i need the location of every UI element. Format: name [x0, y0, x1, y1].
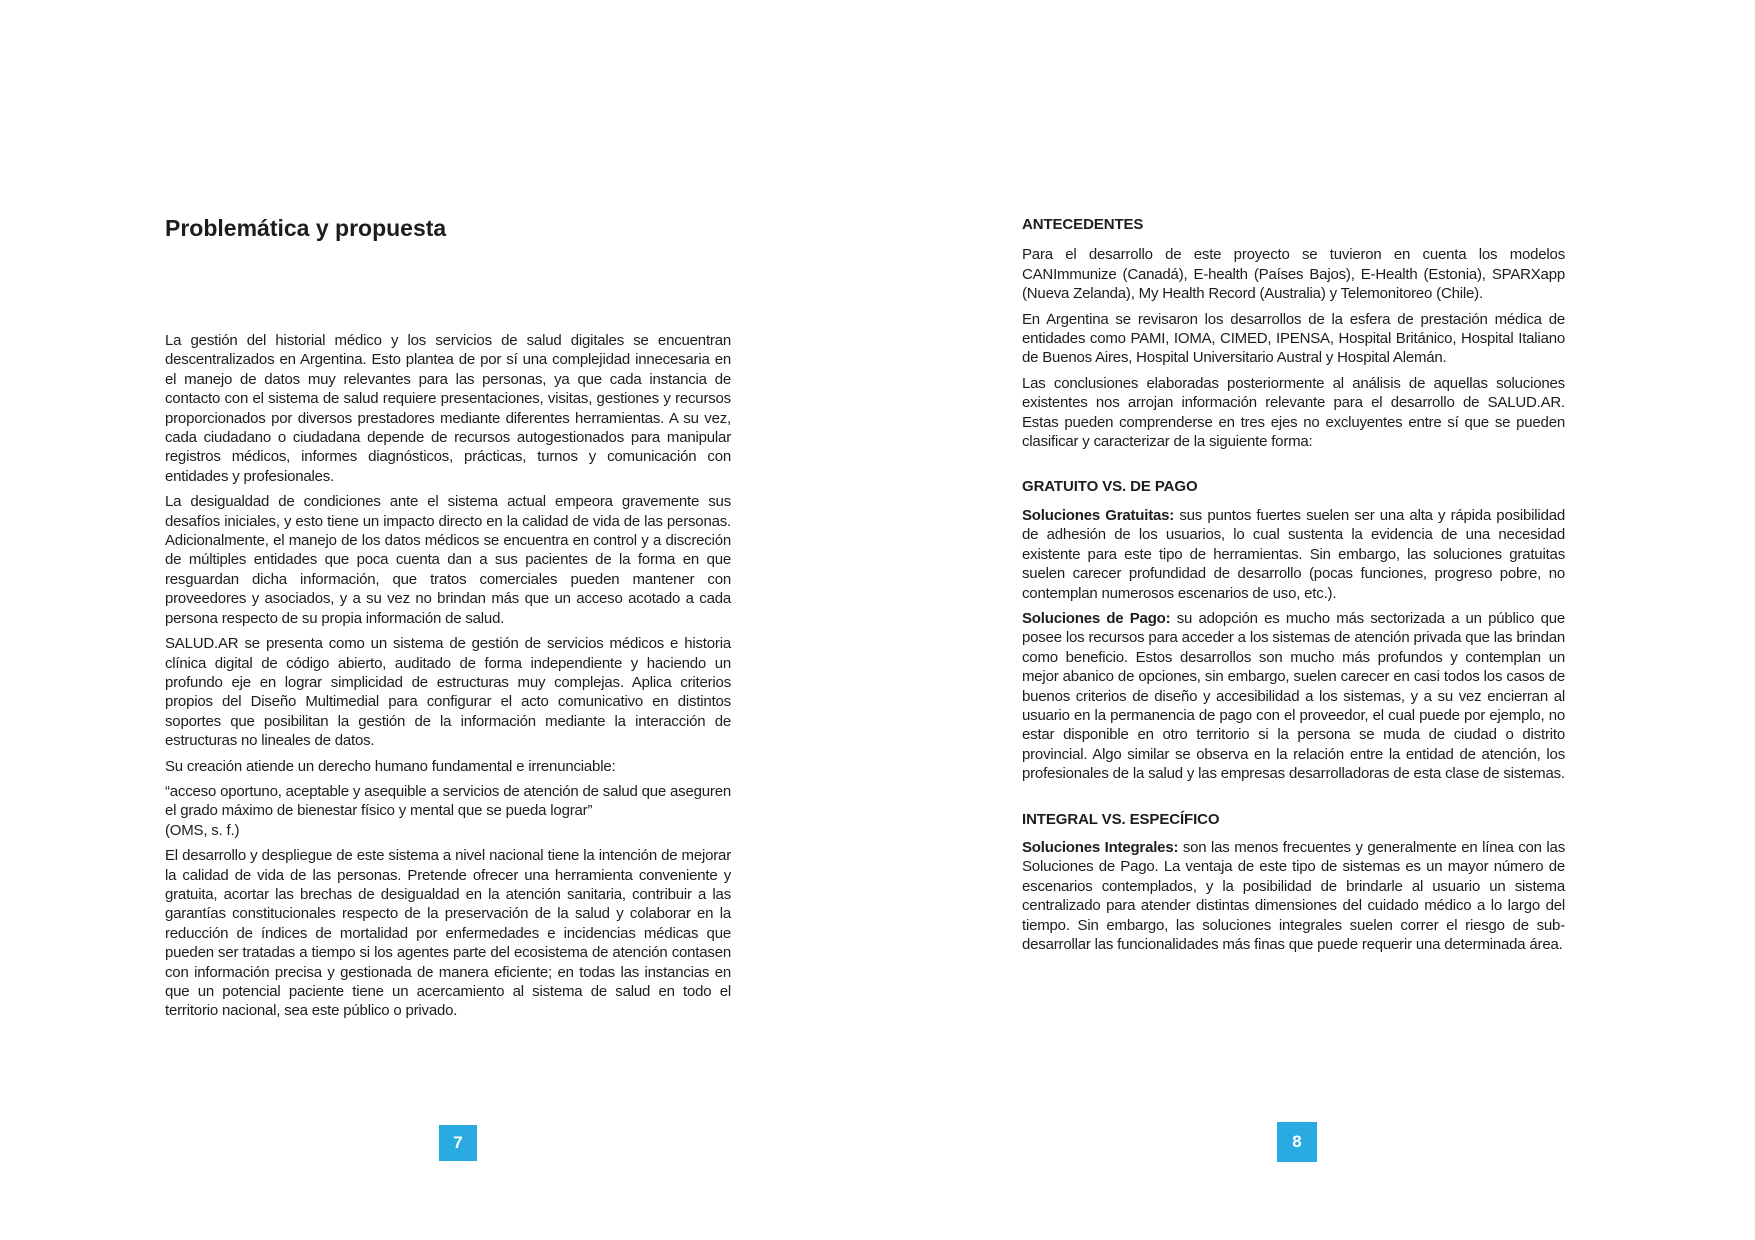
heading-integral-vs-especifico: INTEGRAL VS. ESPECÍFICO [1022, 810, 1220, 828]
page-right-body [1022, 245, 1565, 954]
quote-attribution: (OMS, s. f.) [165, 821, 240, 839]
heading-gratuito-vs-pago: GRATUITO VS. DE PAGO [1022, 478, 1198, 496]
paragraph-soluciones-integrales [1022, 838, 1565, 954]
page-title: Problemática y propuesta [165, 215, 447, 241]
paragraph-soluciones-pago [1022, 609, 1565, 784]
paragraph-gestion-historial: La gestión del historial médico y los servicios de salud digitales se encuentran descentralizados en Argentina. Esto plantea de por sí una complejidad innecesaria en el manejo de datos muy relevantes para las personas, ya que cada instancia de contacto con el sistema de salud requiere presentaciones, visitas, gestiones y recursos proporcionados por diversos prestadores mediante diferentes herramientas. A su vez, cada ciudadano o ciudadana depende de recursos autogestionados para manipular registros médicos, informes diagnósticos, prácticas, turnos y comunicación con entidades y profesionales. [165, 332, 731, 485]
paragraph-desarrollos-argentina: En Argentina se revisaron los desarrollos de la esfera de prestación médica de entidades como PAMI, IOMA, CIMED, IPENSA, Hospital Británico, Hospital Italiano de Buenos Aires, Hospital Universitario Austral y Hospital Alemán. [1022, 310, 1565, 367]
paragraph-desarrollo-despliegue: El desarrollo y despliegue de este sistema a nivel nacional tiene la intención de mejorar la calidad de vida de las personas. Pretende ofrecer una herramienta conveniente y gratuita, acortar las brechas de desigualdad en la atención sanitaria, contribuir a las garantías constitucionales respecto de la preservación de la salud y colaborar en la reducción de índices de mortalidad por enfermedades e incidencias médicas que pueden ser tratadas a tiempo si los agentes parte del ecosistema de atención contasen con información precisa y gestionada de manera eficiente; en todas las instancias en que un potencial paciente tiene un acercamiento al sistema de salud en todo el territorio nacional, sea este público o privado. [165, 847, 731, 1020]
page-number-badge-right: 8 [1277, 1122, 1317, 1162]
page-left-body [165, 331, 731, 1021]
page-left-content [165, 213, 731, 1027]
soluciones-gratuitas-lead: Soluciones Gratuitas: [1022, 506, 1175, 524]
soluciones-integrales-text: son las menos frecuentes y generalmente en línea con las Soluciones de Pago. La ventaja de este tipo de sistemas es un mayor número de escenarios contemplados, y la posibilidad de brindarle al usuario un sistema centralizado para atender distintas dimensiones del cuidado médico a lo largo del tiempo. Sin embargo, las soluciones integrales suelen correr el riesgo de sub-desarrollar las funcionalidades más finas que puede requerir una determinada área. [1022, 838, 1565, 953]
paragraph-modelos-internacionales: Para el desarrollo de este proyecto se tuvieron en cuenta los modelos CANImmunize (Canadá), E-health (Países Bajos), E-Health (Estonia), SPARXapp (Nueva Zelanda), My Health Record (Australia) y Telemonitoreo (Chile). [1022, 246, 1565, 303]
heading-antecedentes: ANTECEDENTES [1022, 216, 1144, 233]
soluciones-integrales-lead: Soluciones Integrales: [1022, 838, 1179, 856]
paragraph-desigualdad: La desigualdad de condiciones ante el sistema actual empeora gravemente sus desafíos iniciales, y esto tiene un impacto directo en la calidad de vida de las personas. Adicionalmente, el manejo de los datos médicos se encuentra en control y a discreción de múltiples entidades que poca cuenta dan a sus pacientes de la forma en que resguardan dicha información, que tratos comerciales pueden mantener con proveedores y asociados, y a su vez no brindan más que un acceso acotado a cada persona respecto de su propia información de salud. [165, 493, 731, 627]
page-right-content [1022, 215, 1565, 960]
paragraph-saludar-presentacion: SALUD.AR se presenta como un sistema de gestión de servicios médicos e historia clínica digital de código abierto, auditado de forma independiente y haciendo un profundo eje en lograr simplicidad de estructuras muy complejas. Aplica criterios propios del Diseño Multimedial para configurar el acto comunicativo en distintos soportes que posibilitan la gestión de la información mediante la interacción de estructuras no lineales de datos. [165, 635, 731, 750]
paragraph-conclusiones: Las conclusiones elaboradas posteriormente al análisis de aquellas soluciones existentes nos arrojan información relevante para el desarrollo de SALUD.AR. Estas pueden comprenderse en tres ejes no excluyentes entre sí que se pueden clasificar y caracterizar de la siguiente forma: [1022, 374, 1565, 451]
quote-paragraph [165, 782, 731, 840]
soluciones-pago-text: su adopción es mucho más sectorizada a un público que posee los recursos para acceder a los sistemas de atención privada que las brindan como beneficio. Estos desarrollos son mucho más profundos y contemplan un mejor abanico de opciones, sin embargo, suelen carecer en casi todos los casos de buenos criterios de diseño y accesibilidad a los sistemas, y a su vez encierran al usuario en la permanencia de pago con el proveedor, el cual puede por ejemplo, no estar disponible en otro territorio si la persona se muda de ciudad o distrito provincial. Algo similar se observa en la relación entre la entidad de atención, los profesionales de la salud y las empresas desarrolladoras de esta clase de sistemas. [1022, 609, 1565, 783]
page-number-badge-left: 7 [439, 1125, 477, 1161]
soluciones-pago-lead: Soluciones de Pago: [1022, 609, 1171, 627]
paragraph-soluciones-gratuitas [1022, 506, 1565, 603]
paragraph-lead-in: Su creación atiende un derecho humano fundamental e irrenunciable: [165, 757, 616, 775]
quote-text: “acceso oportuno, aceptable y asequible a servicios de atención de salud que aseguren el grado máximo de bienestar físico y mental que se pueda lograr” [165, 782, 731, 820]
soluciones-gratuitas-text: sus puntos fuertes suelen ser una alta y rápida posibilidad de adhesión de los usuarios, lo cual sustenta la evidencia de una necesidad existente para este tipo de herramientas. Sin embargo, las soluciones gratuitas suelen carecer profundidad de desarrollo (pocas funciones, progreso pobre, no contemplan numerosos escenarios de uso, etc.). [1022, 506, 1565, 602]
